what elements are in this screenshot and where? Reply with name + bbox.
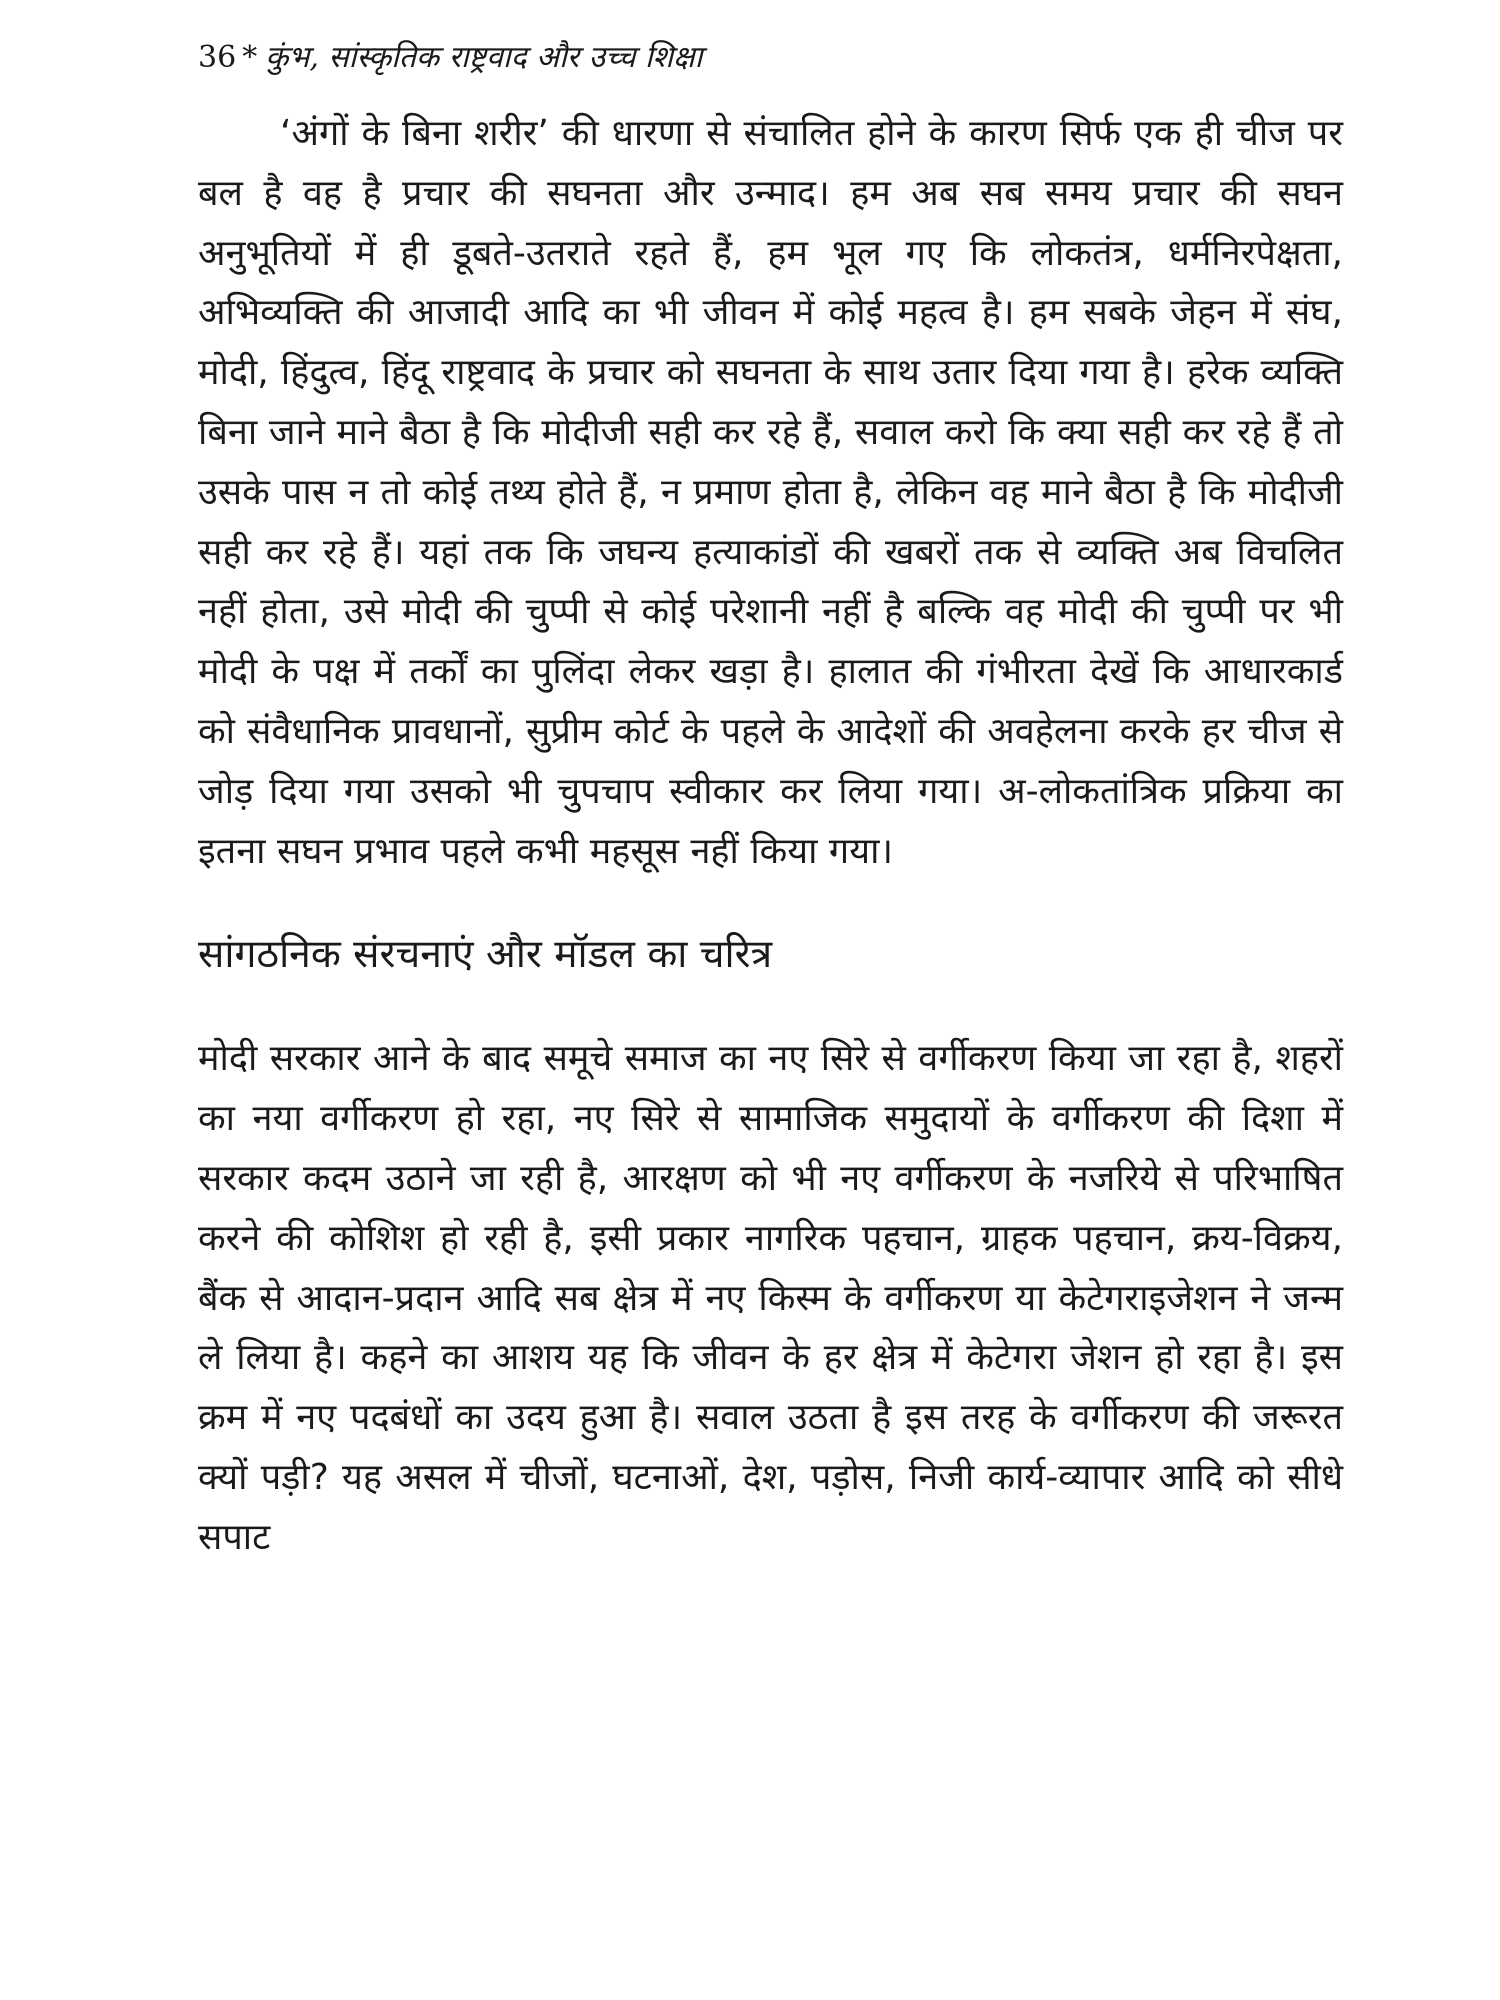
running-header: [198, 28, 1343, 88]
book-title: कुंभ, सांस्कृतिक राष्ट्रवाद और उच्च शिक्षा: [265, 40, 703, 75]
body-paragraph-2: मोदी सरकार आने के बाद समूचे समाज का नए सिरे से वर्गीकरण किया जा रहा है, शहरों का नया वर्गीकरण हो रहा, नए सिरे से सामाजिक समुदायों के वर्गीकरण की दिशा में सरकार कदम उठाने जा रही है, आरक्षण को भी नए वर्गीकरण के नजरिये से परिभाषित करने की कोशिश हो रही है, इसी प्रकार नागरिक पहचान, ग्राहक पहचान, क्रय-विक्रय, बैंक से आदान-प्रदान आदि सब क्षेत्र में नए किस्म के वर्गीकरण या केटेगराइजेशन ने जन्म ले लिया है। कहने का आशय यह कि जीवन के हर क्षेत्र में केटेगरा जेशन हो रहा है। इस क्रम में नए पदबंधों का उदय हुआ है। सवाल उठता है इस तरह के वर्गीकरण की जरूरत क्यों पड़ी? यह असल में चीजों, घटनाओं, देश, पड़ोस, निजी कार्य-व्यापार आदि को सीधे सपाट: [198, 1038, 1343, 1558]
header-separator: *: [242, 40, 258, 75]
book-page: [198, 28, 1343, 1568]
page-number: 36: [198, 40, 237, 75]
body-paragraph-1: ‘अंगों के बिना शरीर’ की धारणा से संचालित होने के कारण सिर्फ एक ही चीज पर बल है वह है प्रचार की सघनता और उन्माद। हम अब सब समय प्रचार की सघन अनुभूतियों में ही डूबते-उतराते रहते हैं, हम भूल गए कि लोकतंत्र, धर्मनिरपेक्षता, अभिव्यक्ति की आजादी आदि का भी जीवन में कोई महत्व है। हम सबके जेहन में संघ, मोदी, हिंदुत्व, हिंदू राष्ट्रवाद के प्रचार को सघनता के साथ उतार दिया गया है। हरेक व्यक्ति बिना जाने माने बैठा है कि मोदीजी सही कर रहे हैं, सवाल करो कि क्या सही कर रहे हैं तो उसके पास न तो कोई तथ्य होते हैं, न प्रमाण होता है, लेकिन वह माने बैठा है कि मोदीजी सही कर रहे हैं। यहां तक कि जघन्य हत्याकांडों की खबरों तक से व्यक्ति अब विचलित नहीं होता, उसे मोदी की चुप्पी से कोई परेशानी नहीं है बल्कि वह मोदी की चुप्पी पर भी मोदी के पक्ष में तर्कों का पुलिंदा लेकर खड़ा है। हालात की गंभीरता देखें कि आधारकार्ड को संवैधानिक प्रावधानों, सुप्रीम कोर्ट के पहले के आदेशों की अवहेलना करके हर चीज से जोड़ दिया गया उसको भी चुपचाप स्वीकार कर लिया गया। अ-लोकतांत्रिक प्रक्रिया का इतना सघन प्रभाव पहले कभी महसूस नहीं किया गया।: [198, 113, 1343, 872]
section-heading: सांगठनिक संरचनाएं और मॉडल का चरित्र: [198, 932, 773, 978]
